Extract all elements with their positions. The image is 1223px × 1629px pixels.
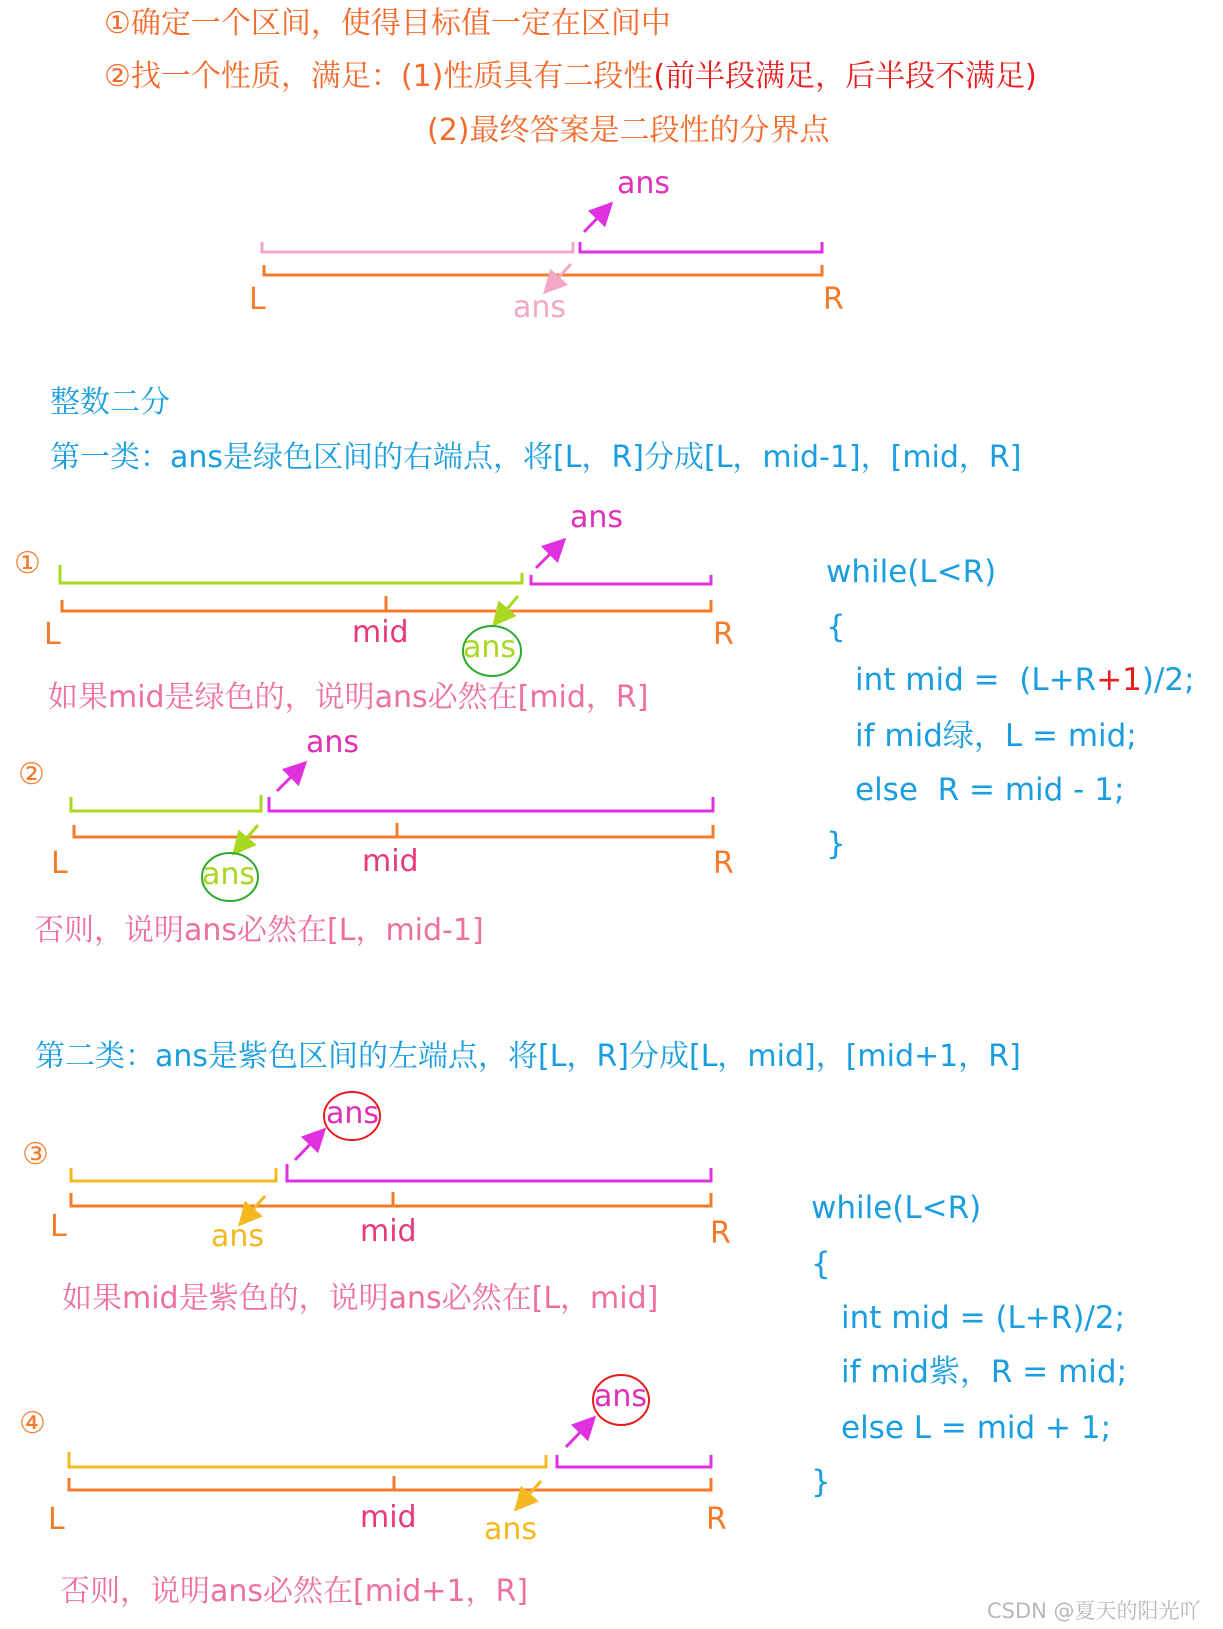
- case1-ans-top: ans: [570, 500, 624, 535]
- case4-ans-top: ans: [594, 1379, 648, 1414]
- case4-mid-label: mid: [360, 1500, 417, 1535]
- case4-note: 否则，说明ans必然在[mid+1，R]: [60, 1574, 529, 1609]
- case3-arrow-up: [295, 1132, 322, 1160]
- case3-left-label: L: [50, 1209, 67, 1244]
- case4-index: ④: [19, 1406, 46, 1441]
- case2-arrow-up: [277, 765, 303, 791]
- case2-diagram: [71, 765, 713, 901]
- case2-note: 否则，说明ans必然在[L，mid-1]: [34, 913, 484, 948]
- case3-ans-top: ans: [326, 1096, 380, 1131]
- step2-suffix: (前半段满足，后半段不满足): [653, 59, 1037, 94]
- case2-index: ②: [18, 757, 45, 792]
- code2-line4: if mid紫，R = mid;: [841, 1354, 1128, 1390]
- case4-arrow-down: [518, 1481, 541, 1507]
- code2-line2: {: [811, 1246, 831, 1282]
- step2-text: [104, 59, 1037, 94]
- overview-pink-bracket: [262, 242, 573, 252]
- type2-description: 第二类：ans是紫色区间的左端点，将[L，R]分成[L，mid]，[mid+1，R]: [35, 1039, 1021, 1074]
- case2-ans-bottom: ans: [202, 857, 256, 892]
- case3-orange-range: [71, 1193, 711, 1206]
- case2-ans-top: ans: [306, 725, 360, 760]
- code1-line5: else R = mid - 1;: [855, 772, 1125, 808]
- code1-line4: if mid绿，L = mid;: [855, 718, 1137, 754]
- case1-mid-label: mid: [352, 615, 409, 650]
- overview-ans-bottom: ans: [513, 290, 567, 325]
- overview-left-label: L: [249, 282, 266, 317]
- case4-yellow-bracket: [69, 1452, 546, 1467]
- watermark: CSDN @夏天的阳光吖: [987, 1599, 1201, 1623]
- code1-line3-suffix: )/2;: [1141, 662, 1195, 698]
- step2-line2-text: (2)最终答案是二段性的分界点: [427, 113, 830, 148]
- code1-line1: while(L<R): [826, 554, 997, 590]
- case3-mid-label: mid: [360, 1214, 417, 1249]
- case4-right-label: R: [706, 1502, 727, 1537]
- case3-magenta-bracket: [287, 1164, 711, 1181]
- case2-mid-label: mid: [362, 844, 419, 879]
- code2-line5: else L = mid + 1;: [841, 1410, 1112, 1446]
- code1-line2: {: [826, 609, 846, 645]
- code1-line3-red: +1: [1096, 662, 1142, 698]
- overview-arrow-up: [584, 206, 609, 232]
- code2-line1: while(L<R): [811, 1190, 982, 1226]
- case1-ans-bottom: ans: [463, 630, 517, 665]
- case1-arrow-up: [536, 542, 562, 568]
- case1-lime-bracket: [60, 565, 522, 583]
- case2-left-label: L: [51, 846, 68, 881]
- code2-line6: }: [811, 1464, 831, 1500]
- case3-index: ③: [22, 1137, 49, 1172]
- type1-description: 第一类：ans是绿色区间的右端点，将[L，R]分成[L，mid-1]，[mid，R]: [50, 440, 1022, 475]
- case3-note: 如果mid是紫色的，说明ans必然在[L，mid]: [62, 1281, 659, 1316]
- overview-diagram: [262, 206, 822, 290]
- case1-left-label: L: [44, 617, 61, 652]
- code1-line3-prefix: int mid = (L+R: [855, 662, 1097, 698]
- overview-ans-top: ans: [617, 166, 671, 201]
- case1-magenta-bracket: [531, 575, 711, 584]
- case2-lime-bracket: [71, 795, 261, 811]
- case3-yellow-bracket: [71, 1168, 276, 1181]
- case1-arrow-down: [496, 596, 518, 622]
- case4-left-label: L: [48, 1502, 65, 1537]
- overview-arrow-down: [547, 264, 571, 290]
- case1-diagram: [60, 542, 711, 676]
- overview-right-label: R: [823, 282, 844, 317]
- case3-ans-bottom: ans: [211, 1219, 265, 1254]
- case4-arrow-up: [566, 1420, 592, 1447]
- case2-right-label: R: [713, 846, 734, 881]
- step2-prefix: ②找一个性质，满足：(1)性质具有二段性: [104, 59, 654, 94]
- case1-index: ①: [14, 546, 41, 581]
- case4-orange-range: [69, 1478, 711, 1490]
- overview-orange-range: [264, 265, 822, 275]
- code2-line3: int mid = (L+R)/2;: [841, 1300, 1126, 1336]
- integer-bisect-title: 整数二分: [50, 385, 170, 420]
- case3-diagram: [71, 1092, 711, 1222]
- code1-line3: [855, 662, 1195, 698]
- overview-magenta-bracket: [580, 242, 822, 252]
- case1-right-label: R: [713, 617, 734, 652]
- case1-note: 如果mid是绿色的，说明ans必然在[mid，R]: [48, 680, 649, 715]
- case4-ans-bottom: ans: [484, 1512, 538, 1547]
- step1-text: ①确定一个区间，使得目标值一定在区间中: [104, 6, 671, 41]
- case2-magenta-bracket: [269, 797, 713, 811]
- case4-magenta-bracket: [557, 1455, 711, 1467]
- case2-orange-range: [74, 825, 713, 837]
- code1-line6: }: [826, 826, 846, 862]
- case3-right-label: R: [710, 1216, 731, 1251]
